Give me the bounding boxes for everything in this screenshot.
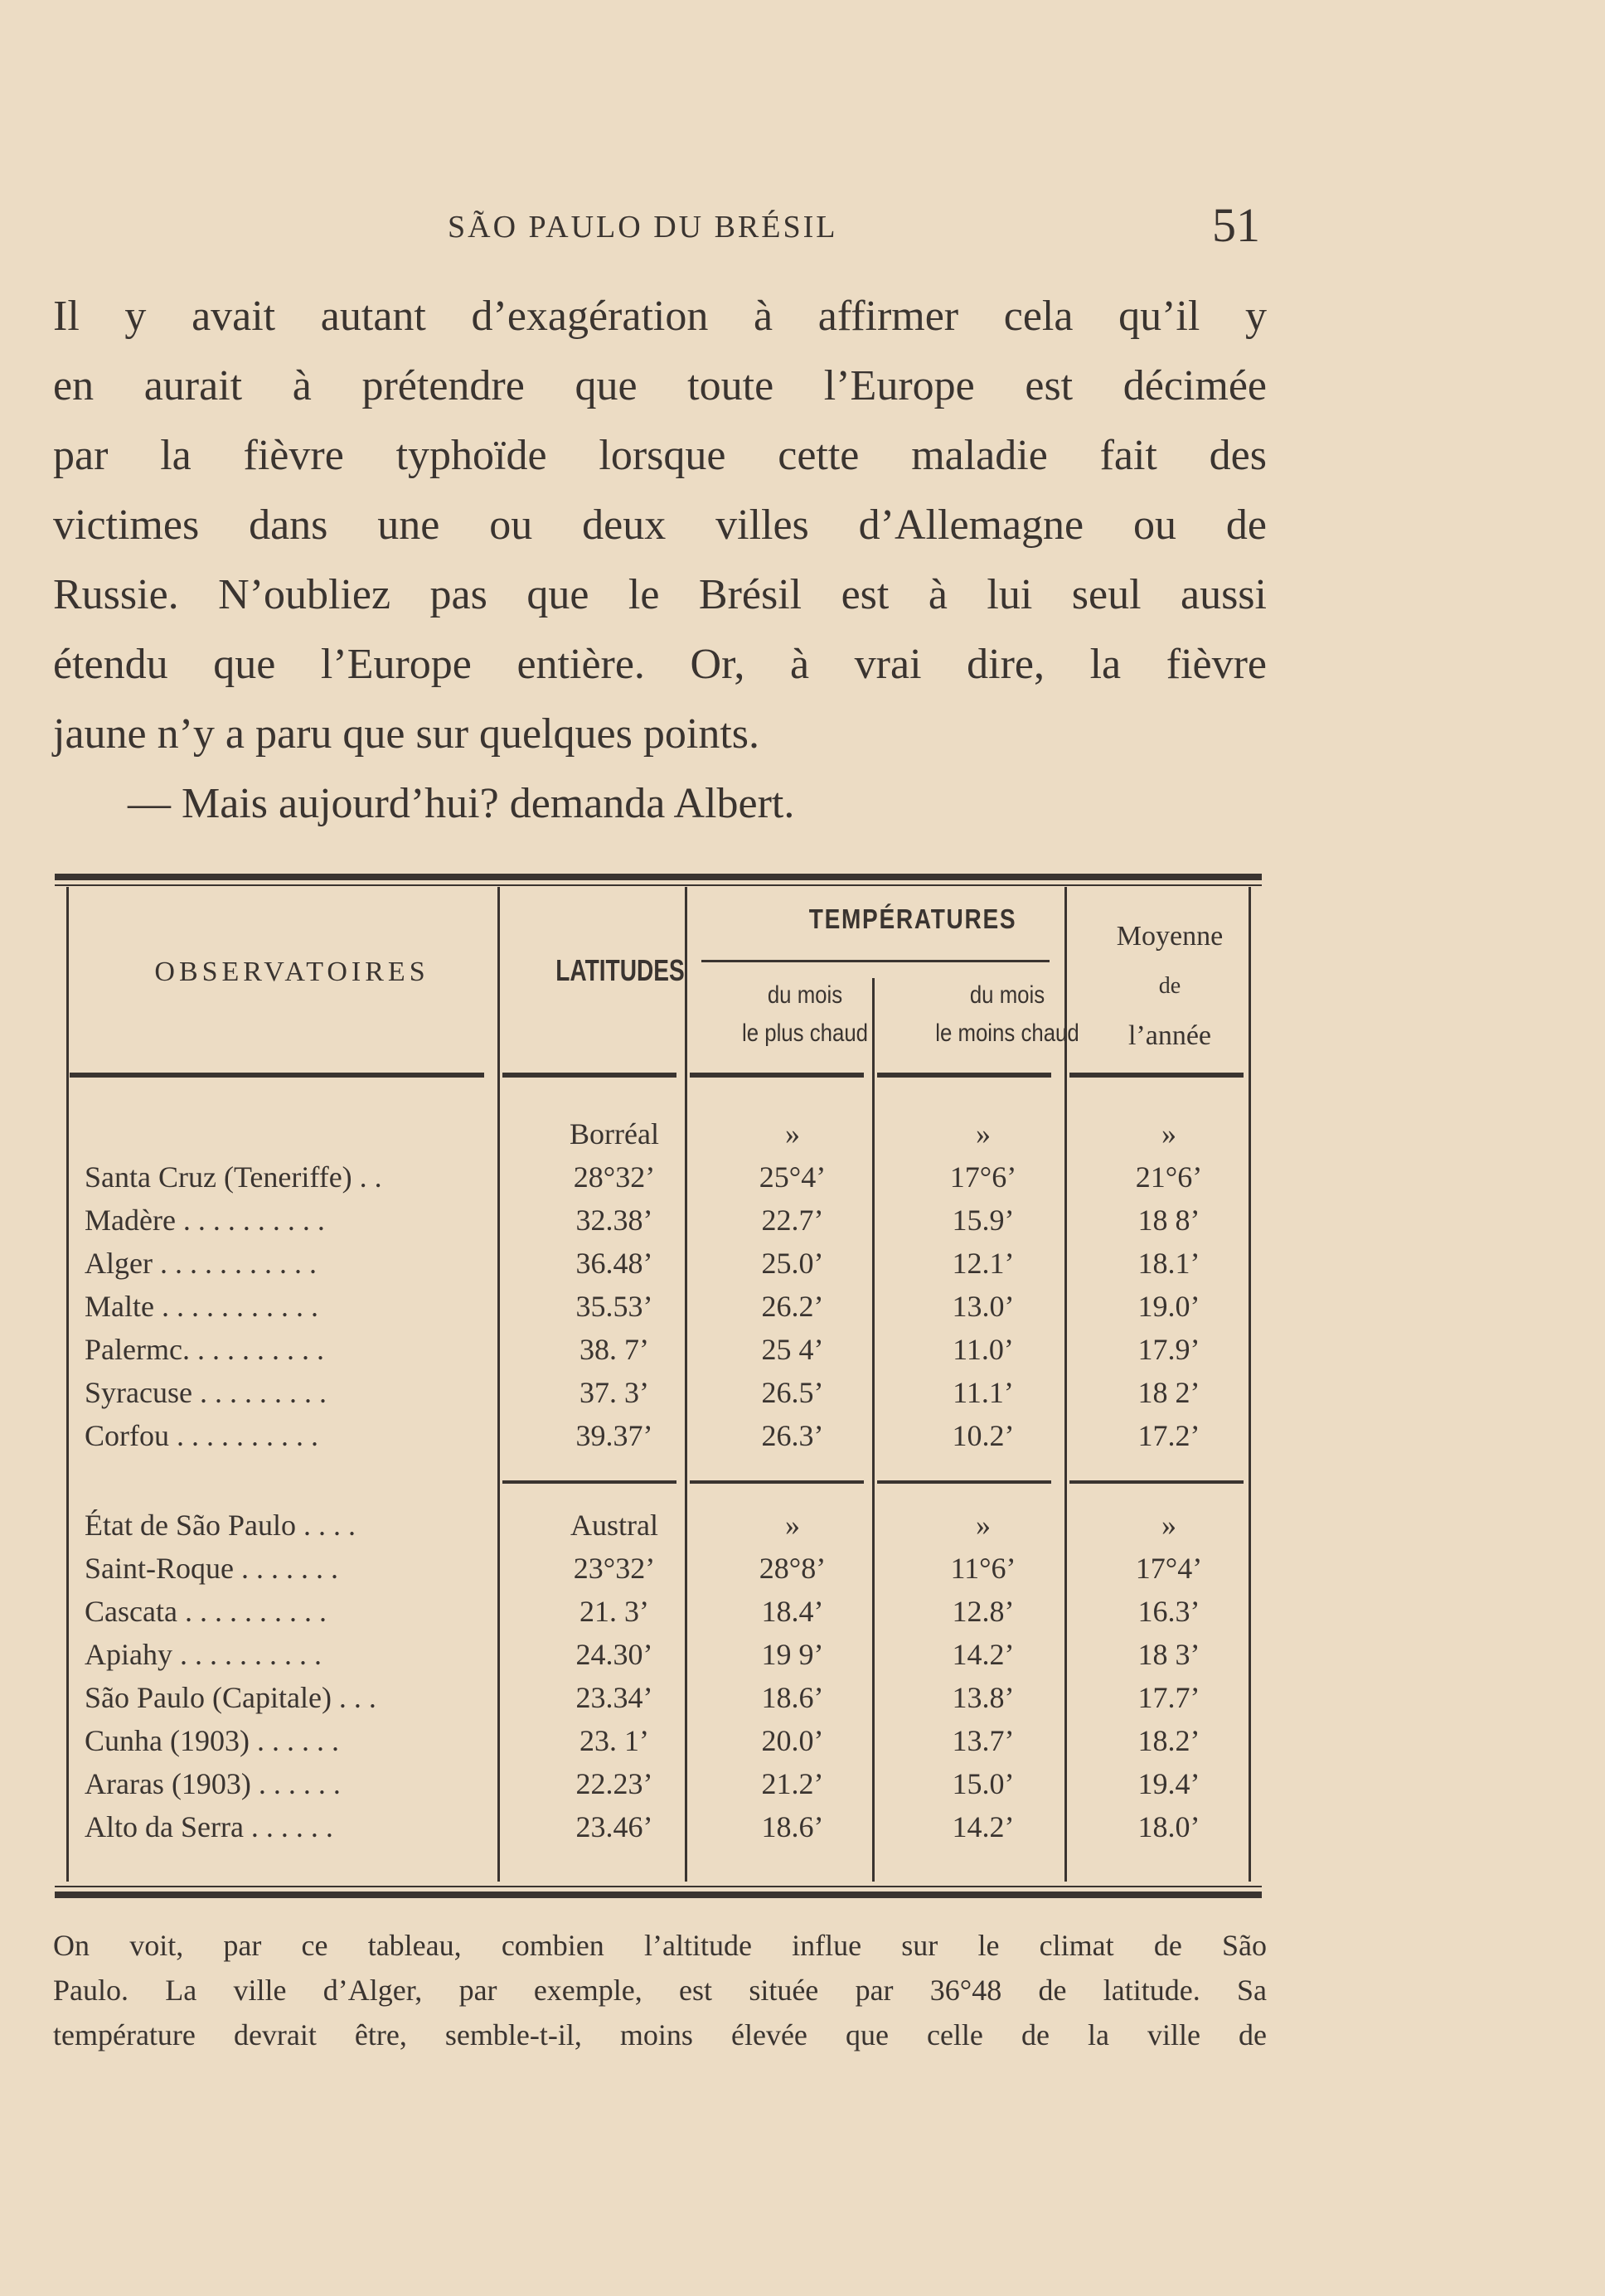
cell-coldest: 12.1’	[952, 1247, 1015, 1280]
table-row	[55, 1676, 1262, 1719]
cell-hottest: 21.2’	[761, 1767, 824, 1800]
cell-hottest: 28°8’	[759, 1552, 827, 1585]
cell-mean: 17.7’	[1137, 1681, 1200, 1714]
paragraph-line: Il y avait autant d’exagération à affirmer cela qu’il y	[53, 293, 1267, 340]
climate-table	[55, 874, 1262, 1898]
table-row	[55, 1155, 1262, 1199]
group-rule	[877, 1480, 1051, 1484]
cell-latitude: 35.53’	[575, 1290, 653, 1323]
cell-mean: 19.0’	[1137, 1290, 1200, 1323]
table-row	[55, 1242, 1262, 1285]
group-rule	[502, 1480, 676, 1484]
cell-mean: »	[1161, 1117, 1176, 1150]
table-row	[55, 1805, 1262, 1848]
paragraph-line: jaune n’y a paru que sur quelques points.	[53, 710, 760, 758]
cell-mean: »	[1161, 1509, 1176, 1542]
cell-observatory: Saint-Roque . . . . . . .	[85, 1552, 338, 1585]
cell-coldest: 10.2’	[952, 1419, 1015, 1452]
cell-latitude: 38. 7’	[579, 1333, 649, 1366]
cell-latitude: 24.30’	[575, 1638, 653, 1671]
cell-coldest: 13.7’	[952, 1724, 1015, 1757]
cell-latitude: 36.48’	[575, 1247, 653, 1280]
cell-latitude: 37. 3’	[579, 1376, 649, 1409]
table-row	[55, 1547, 1262, 1590]
header-yearly-mean	[1074, 912, 1265, 1061]
running-title: SÃO PAULO DU BRÉSIL	[448, 210, 838, 245]
cell-observatory: Palermc. . . . . . . . . .	[85, 1333, 324, 1366]
cell-mean: 17.2’	[1137, 1419, 1200, 1452]
cell-latitude: 23.34’	[575, 1681, 653, 1714]
table-bottom-rule-thin	[55, 1886, 1262, 1887]
cell-latitude: 32.38’	[575, 1204, 653, 1237]
conclusion-line: Paulo. La ville d’Alger, par exemple, est située par 36°48 de latitude. Sa	[53, 1974, 1267, 2007]
table-row	[55, 1719, 1262, 1762]
cell-latitude: 22.23’	[575, 1767, 653, 1800]
temperatures-brace	[701, 960, 1050, 962]
cell-observatory: Malte . . . . . . . . . . .	[85, 1290, 318, 1323]
cell-mean: 21°6’	[1135, 1160, 1203, 1194]
cell-coldest: »	[976, 1117, 991, 1150]
cell-mean: 18 3’	[1137, 1638, 1200, 1671]
table-row	[55, 1112, 1262, 1155]
cell-hottest: 18.6’	[761, 1681, 824, 1714]
dialogue	[53, 769, 1267, 839]
header-rule	[877, 1073, 1051, 1078]
cell-mean: 18 2’	[1137, 1376, 1200, 1409]
cell-observatory: État de São Paulo . . . .	[85, 1509, 356, 1542]
paragraph-line: par la fièvre typhoïde lorsque cette maladie fait des	[53, 432, 1267, 479]
cell-coldest: 13.0’	[952, 1290, 1015, 1323]
table-row	[55, 1762, 1262, 1805]
header-mean-line2: de	[1158, 973, 1181, 999]
conclusion-line: On voit, par ce tableau, combien l’altitude influe sur le climat de São	[53, 1929, 1267, 1962]
header-observatoires: OBSERVATOIRES	[154, 957, 429, 987]
cell-observatory: Santa Cruz (Teneriffe) . .	[85, 1160, 382, 1194]
header-hottest-line1: du mois	[767, 981, 843, 1009]
table-row	[55, 1504, 1262, 1547]
cell-hottest: 26.3’	[761, 1419, 824, 1452]
cell-mean: 17.9’	[1137, 1333, 1200, 1366]
conclusion-line: température devrait être, semble-t-il, moins élevée que celle de la ville de	[53, 2018, 1267, 2051]
cell-coldest: »	[976, 1509, 991, 1542]
header-rule	[502, 1073, 676, 1078]
cell-hottest: 26.5’	[761, 1376, 824, 1409]
dialogue-line: — Mais aujourd’hui? demanda Albert.	[128, 780, 795, 827]
cell-hottest: 18.6’	[761, 1810, 824, 1843]
cell-observatory: Araras (1903) . . . . . .	[85, 1767, 341, 1800]
body-paragraph	[53, 282, 1267, 769]
cell-observatory: São Paulo (Capitale) . . .	[85, 1681, 376, 1714]
cell-latitude: 23.46’	[575, 1810, 653, 1843]
cell-mean: 18.1’	[1137, 1247, 1200, 1280]
cell-observatory: Alto da Serra . . . . . .	[85, 1810, 333, 1843]
header-coldest-line1: du mois	[969, 981, 1045, 1009]
table-row	[55, 1199, 1262, 1242]
group-rule	[690, 1480, 864, 1484]
group-rule	[1069, 1480, 1244, 1484]
cell-coldest: 13.8’	[952, 1681, 1015, 1714]
cell-hottest: »	[785, 1117, 800, 1150]
cell-coldest: 14.2’	[952, 1810, 1015, 1843]
header-mean-line1: Moyenne	[1116, 921, 1224, 952]
page-number: 51	[1212, 198, 1260, 252]
cell-hottest: 18.4’	[761, 1595, 824, 1628]
cell-latitude: 23. 1’	[579, 1724, 649, 1757]
cell-mean: 18.2’	[1137, 1724, 1200, 1757]
cell-latitude: 39.37’	[575, 1419, 653, 1452]
cell-mean: 17°4’	[1135, 1552, 1203, 1585]
table-top-rule-thin	[55, 884, 1262, 886]
table-bottom-rule	[55, 1892, 1262, 1898]
cell-latitude: Austral	[570, 1509, 658, 1542]
cell-coldest: 11.1’	[953, 1376, 1014, 1409]
cell-observatory: Apiahy . . . . . . . . . .	[85, 1638, 322, 1671]
cell-mean: 18 8’	[1137, 1204, 1200, 1237]
paragraph-line: en aurait à prétendre que toute l’Europe est décimée	[53, 362, 1267, 409]
cell-observatory: Cascata . . . . . . . . . .	[85, 1595, 327, 1628]
cell-coldest: 12.8’	[952, 1595, 1015, 1628]
cell-latitude: 28°32’	[573, 1160, 656, 1194]
header-rule	[1069, 1073, 1244, 1078]
conclusion-paragraph	[53, 1923, 1267, 2057]
header-hottest-line2: le plus chaud	[741, 1020, 869, 1047]
cell-coldest: 15.0’	[952, 1767, 1015, 1800]
cell-hottest: 26.2’	[761, 1290, 824, 1323]
header-latitudes: LATITUDES	[555, 953, 685, 987]
cell-observatory: Alger . . . . . . . . . . .	[85, 1247, 317, 1280]
cell-hottest: 20.0’	[761, 1724, 824, 1757]
cell-latitude: 21. 3’	[579, 1595, 649, 1628]
cell-coldest: 14.2’	[952, 1638, 1015, 1671]
cell-latitude: 23°32’	[573, 1552, 656, 1585]
table-row	[55, 1371, 1262, 1414]
cell-observatory: Syracuse . . . . . . . . .	[85, 1376, 327, 1409]
cell-hottest: »	[785, 1509, 800, 1542]
table-row	[55, 1285, 1262, 1328]
table-row	[55, 1633, 1262, 1676]
header-temperatures: TEMPÉRATURES	[808, 903, 1017, 934]
cell-coldest: 11°6’	[950, 1552, 1016, 1585]
header-coldest-line2: le moins chaud	[935, 1020, 1079, 1047]
table-row	[55, 1414, 1262, 1457]
paragraph-line: victimes dans une ou deux villes d’Allemagne ou de	[53, 501, 1267, 549]
table-top-rule	[55, 874, 1262, 880]
header-rule	[690, 1073, 864, 1078]
cell-mean: 18.0’	[1137, 1810, 1200, 1843]
cell-hottest: 19 9’	[761, 1638, 824, 1671]
cell-observatory: Corfou . . . . . . . . . .	[85, 1419, 318, 1452]
header-hottest-month	[709, 976, 901, 1053]
paragraph-line: étendu que l’Europe entière. Or, à vrai dire, la fièvre	[53, 641, 1267, 688]
cell-hottest: 25°4’	[759, 1160, 827, 1194]
table-row	[55, 1328, 1262, 1371]
cell-mean: 16.3’	[1137, 1595, 1200, 1628]
cell-mean: 19.4’	[1137, 1767, 1200, 1800]
cell-observatory: Cunha (1903) . . . . . .	[85, 1724, 339, 1757]
cell-hottest: 25 4’	[761, 1333, 824, 1366]
table-row	[55, 1590, 1262, 1633]
cell-coldest: 15.9’	[952, 1204, 1015, 1237]
cell-latitude: Borréal	[570, 1117, 659, 1150]
cell-hottest: 25.0’	[761, 1247, 824, 1280]
paragraph-line: Russie. N’oubliez pas que le Brésil est à lui seul aussi	[53, 571, 1267, 618]
cell-coldest: 11.0’	[953, 1333, 1014, 1366]
header-rule	[70, 1073, 484, 1078]
cell-observatory: Madère . . . . . . . . . .	[85, 1204, 325, 1237]
header-mean-line3: l’année	[1127, 1020, 1212, 1051]
cell-hottest: 22.7’	[761, 1204, 824, 1237]
page-header	[0, 197, 1605, 252]
cell-coldest: 17°6’	[949, 1160, 1017, 1194]
